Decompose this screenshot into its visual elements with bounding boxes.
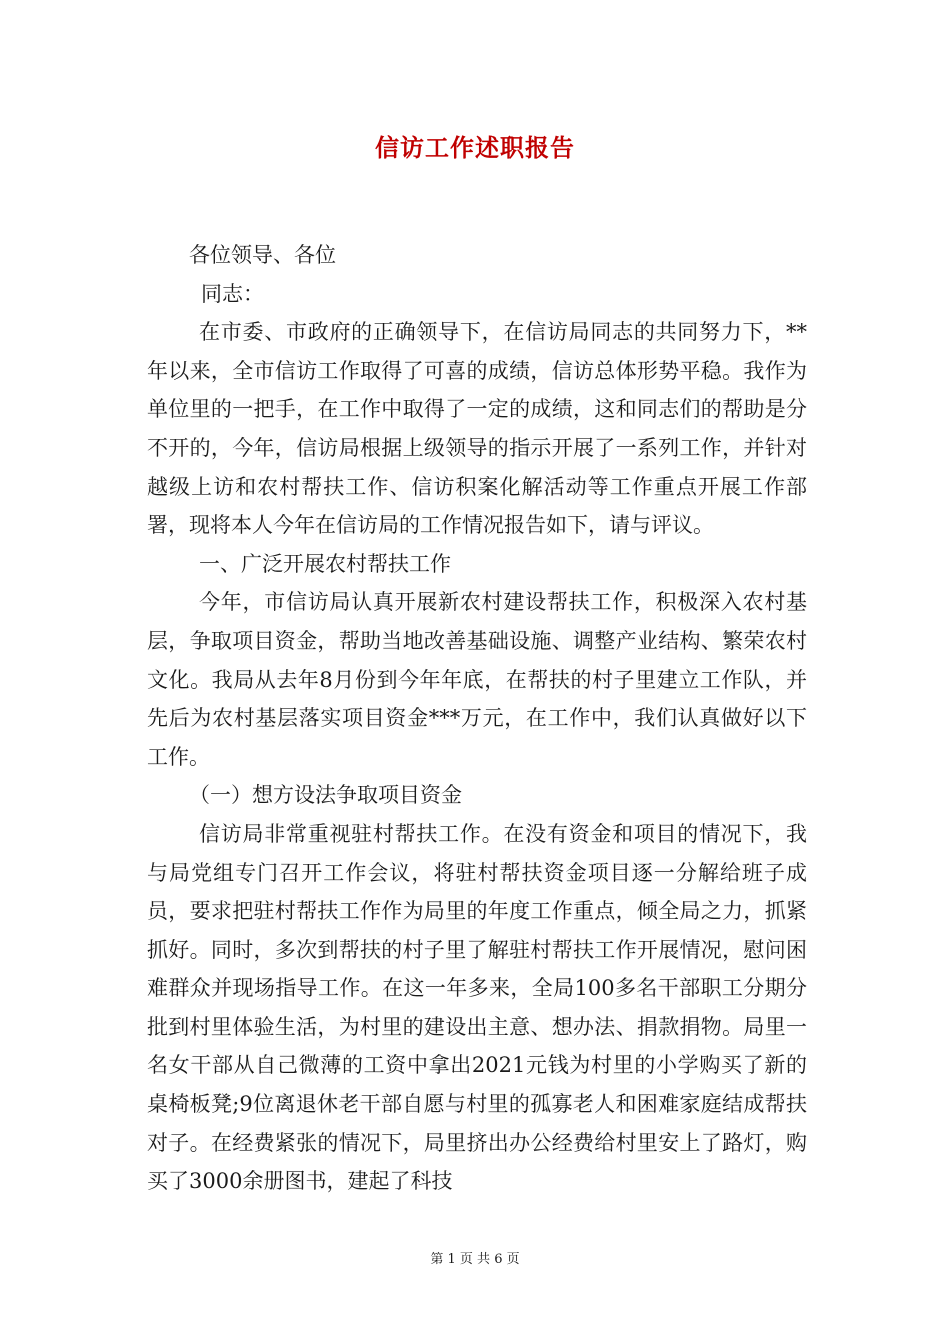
paragraph-subsection-1: 信访局非常重视驻村帮扶工作。在没有资金和项目的情况下，我与局党组专门召开工作会议，将驻村帮扶资金项目逐一分解给班子成员，要求把驻村帮扶工作作为局里的年度工作重点，倾全局之力，抓紧抓好。同时，多次到帮扶的村子里了解驻村帮扶工作开展情况，慰问困难群众并现场指导工作。在这一年多来，全局100多名干部职工分期分批到村里体验生活，为村里的建设出主意、想办法、捐款捐物。局里一名女干部从自己微薄的工资中拿出2021元钱为村里的小学购买了新的桌椅板凳;9位离退休老干部自愿与村里的孤寡老人和困难家庭结成帮扶对子。在经费紧张的情况下，局里挤出办公经费给村里安上了路灯，购买了3000余册图书，建起了科技 bbox=[147, 821, 807, 1194]
salutation-line-2: 同志： bbox=[201, 281, 264, 306]
document-title: 信访工作述职报告 bbox=[375, 133, 575, 162]
paragraph-section-1: 今年，市信访局认真开展新农村建设帮扶工作，积极深入农村基层，争取项目资金，帮助当地改善基础设施、调整产业结构、繁荣农村文化。我局从去年8月份到今年年底，在帮扶的村子里建立工作队，并先后为农村基层落实项目资金***万元，在工作中，我们认真做好以下工作。 bbox=[147, 590, 807, 769]
document-body bbox=[147, 236, 807, 1201]
page-number-footer: 第 1 页 共 6 页 bbox=[430, 1252, 520, 1267]
subsection-heading-1: （一）想方设法争取项目资金 bbox=[189, 783, 462, 808]
section-heading-1: 一、广泛开展农村帮扶工作 bbox=[199, 551, 451, 576]
paragraph-intro: 在市委、市政府的正确领导下，在信访局同志的共同努力下，**年以来，全市信访工作取得了可喜的成绩，信访总体形势平稳。我作为单位里的一把手，在工作中取得了一定的成绩，这和同志们的帮助是分不开的，今年，信访局根据上级领导的指示开展了一系列工作，并针对越级上访和农村帮扶工作、信访积案化解活动等工作重点开展工作部署，现将本人今年在信访局的工作情况报告如下，请与评议。 bbox=[147, 320, 807, 538]
salutation-line-1: 各位领导、各位 bbox=[189, 243, 336, 267]
